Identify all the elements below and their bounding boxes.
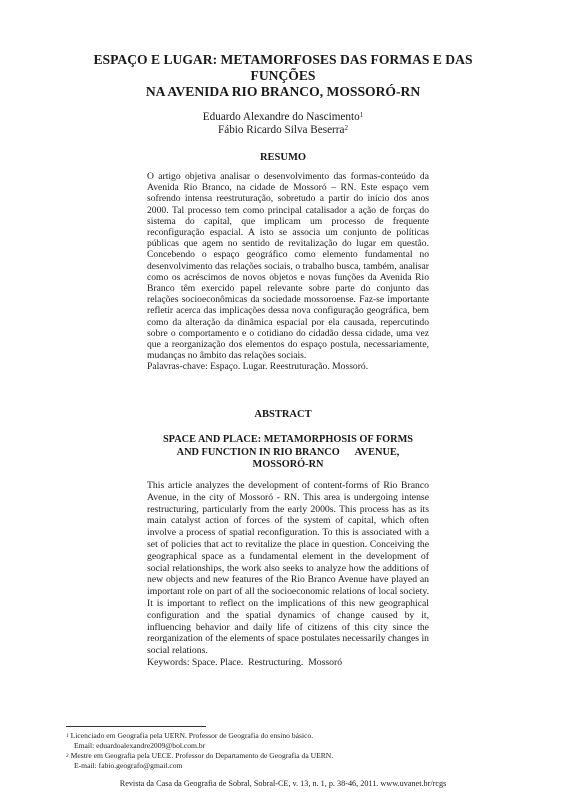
- english-title-line: AND FUNCTION IN RIO BRANCO AVENUE,: [176, 446, 400, 458]
- english-title-line: SPACE AND PLACE: METAMORPHOSIS OF FORMS: [162, 434, 414, 445]
- footnote-marker: 2: [66, 753, 69, 759]
- resumo-keywords: Palavras-chave: Espaço. Lugar. Reestruturação. Mossoró.: [147, 361, 369, 373]
- paper-title: [60, 52, 506, 100]
- resumo-section: [147, 171, 429, 373]
- author-name: Eduardo Alexandre do Nascimento: [202, 111, 360, 123]
- abstract-heading: ABSTRACT: [254, 409, 312, 420]
- footnote-marker: 2: [344, 124, 348, 132]
- resumo-heading: RESUMO: [259, 152, 307, 163]
- resumo-text: O artigo objetiva analisar o desenvolvimento das formas-conteúdo da Avenida Rio Branco, na cidade de Mossoró – RN. Este espaço vem sofrendo intensa reestruturação, sobretudo a partir do início dos anos 2000. Tal processo tem como principal catalisador a ação de forças do sistema do capital, que implicam um processo de frequente reconfiguração espacial. A isto se associa um conjunto de políticas públicas que agem no sentido de revitalização do lugar em questão. Concebendo o espaço geográfico como elemento fundamental no desenvolvimento das relações sociais, o trabalho busca, também, analisar como os acréscimos de novos objetos e novas funções da Avenida Rio Branco têm exercido papel relevante sobre parte do conjunto das relações socioeconômicas da sociedade mossoroense. Faz-se importante refletir acerca das implicações dessa nova configuração geográfica, bem como da alteração da dinâmica espacial por ela causada, repercutindo sobre o comportamento e o cotidiano do cidadão dessa cidade, uma vez que a reorganização dos elementos do espaço postula, necessariamente, mudanças no âmbito das relações sociais.: [147, 171, 429, 362]
- english-title-line: MOSSORÓ-RN: [252, 459, 324, 470]
- author-name: Fábio Ricardo Silva Beserra: [218, 124, 345, 136]
- journal-footer: Revista da Casa da Geografia de Sobral, Sobral-CE, v. 13, n. 1, p. 38-46, 2011. www.uvanet.br/rcgs: [119, 779, 447, 788]
- footnote-marker: 1: [359, 111, 364, 119]
- paper-title-line: ESPAÇO E LUGAR: METAMORFOSES DAS FORMAS E DAS FUNÇÕES: [93, 52, 473, 83]
- abstract-keywords: Keywords: Space. Place. Restructuring. Mossoró: [147, 656, 343, 668]
- abstract-section: [147, 480, 429, 669]
- author: [60, 124, 506, 137]
- author-list: [60, 111, 506, 137]
- footnote-text: Licenciado em Geografia pela UERN. Professor de Geografia do ensino básico.: [70, 731, 314, 740]
- footnotes: [66, 731, 506, 771]
- footnote: [66, 731, 506, 741]
- footnote-email: Email: eduardoalexandre2009@bol.com.br: [74, 741, 206, 750]
- footnote: [66, 751, 506, 761]
- footnote-divider: [66, 726, 206, 727]
- abstract-text: This article analyzes the development of content-forms of Rio Branco Avenue, in the city of Mossoró - RN. This area is undergoing intense restructuring, particularly from the early 2000s. This process has as its main catalyst action of forces of the system of capital, which often involve a process of spatial reconfiguration. To this is associated with a set of policies that act to revitalize the place in question. Conceiving the geographical space as a fundamental element in the development of social relationships, the work also seeks to analyze how the additions of new objects and new features of the Rio Branco Avenue have played an important role on part of all the socioeconomic relations of local society. It is important to reflect on the implications of this new geographical configuration and the spatial dynamics of change caused by it, influencing behavior and daily life of citizens of this city since the reorganization of the elements of space postulates necessarily changes in social relations.: [147, 480, 430, 657]
- footnote-marker: 1: [66, 733, 69, 739]
- footnote-email: E-mail: fabio.geografo@gmail.com: [74, 761, 183, 770]
- paper-title-line: NA AVENIDA RIO BRANCO, MOSSORÓ-RN: [145, 84, 421, 99]
- english-title: [150, 434, 426, 472]
- footnote-text: Mestre em Geografia pela UECE. Professor do Departamento de Geografia da UERN.: [70, 751, 334, 760]
- author: [60, 111, 506, 124]
